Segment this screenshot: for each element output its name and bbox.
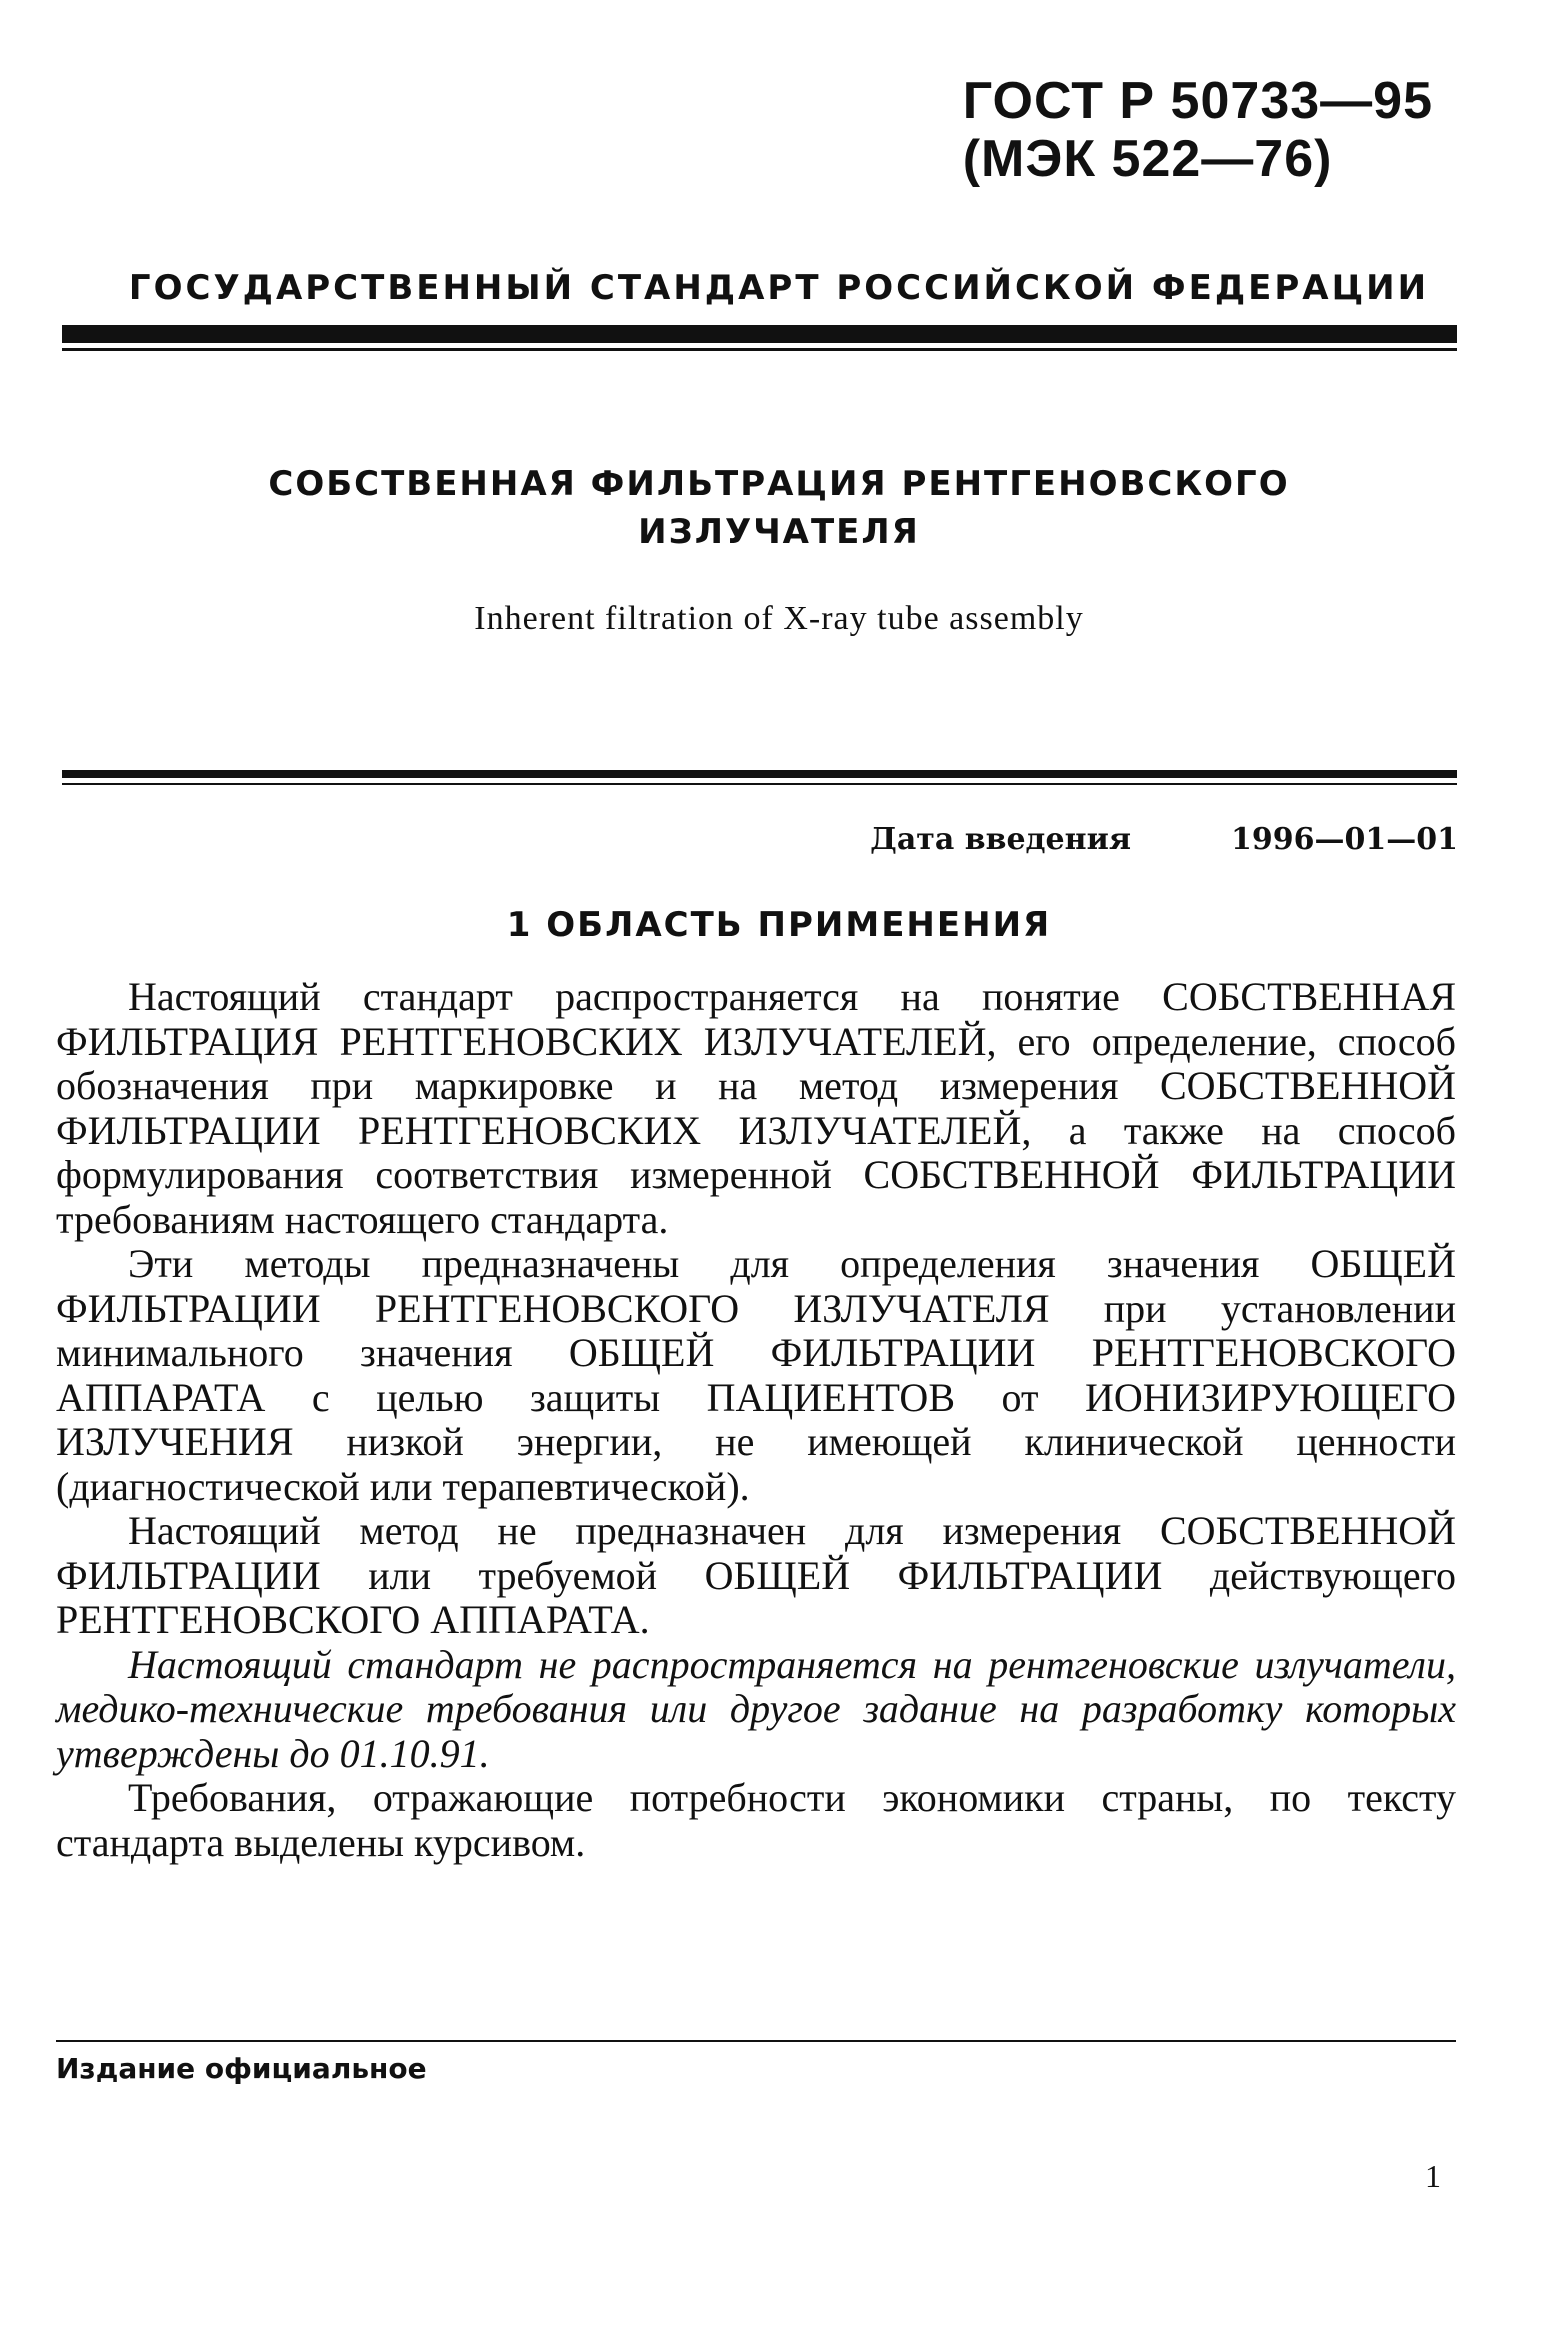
introduction-date-label: Дата введения [870, 822, 1131, 857]
document-title-line1: СОБСТВЕННАЯ ФИЛЬТРАЦИЯ РЕНТГЕНОВСКОГО [268, 464, 1290, 504]
state-standard-heading: ГОСУДАРСТВЕННЫЙ СТАНДАРТ РОССИЙСКОЙ ФЕДЕРАЦИИ [128, 268, 1430, 308]
paragraph: Требования, отражающие потребности экономики страны, по тексту стандарта выделены курсивом. [56, 1775, 1456, 1865]
edition-note: Издание официальное [56, 2052, 427, 2085]
document-title [0, 460, 1558, 556]
header-rule-thin [62, 348, 1457, 351]
section-body [56, 975, 1456, 1865]
standard-code-block [963, 72, 1433, 188]
header-rule-thick [62, 325, 1457, 343]
paragraph: Настоящий метод не предназначен для измерения СОБСТВЕННОЙ ФИЛЬТРАЦИИ или требуемой ОБЩЕЙ ФИЛЬТРАЦИИ действующего РЕНТГЕНОВСКОГО АППАРАТА. [56, 1508, 1456, 1642]
page-number: 1 [1425, 2158, 1441, 2194]
paragraph-italic: Настоящий стандарт не распространяется на рентгеновские излучатели, медико-технические требования или другое задание на разработку которых утверждены до 01.10.91. [56, 1641, 1456, 1776]
title-rule-thick [62, 770, 1457, 778]
paragraph: Эти методы предназначены для определения значения ОБЩЕЙ ФИЛЬТРАЦИИ РЕНТГЕНОВСКОГО ИЗЛУЧАТЕЛЯ при установлении минимального значения ОБЩЕЙ ФИЛЬТРАЦИИ РЕНТГЕНОВСКОГО АППАРАТА с целью защиты ПАЦИЕНТОВ от ИОНИЗИРУЮЩЕГО ИЗЛУЧЕНИЯ низкой энергии, не имеющей клинической ценности (диагностической или терапевтической). [56, 1241, 1456, 1509]
introduction-date [870, 822, 1458, 857]
title-rule-thin [62, 783, 1457, 785]
paragraph: Настоящий стандарт распространяется на понятие СОБСТВЕННАЯ ФИЛЬТРАЦИЯ РЕНТГЕНОВСКИХ ИЗЛУЧАТЕЛЕЙ, его определение, способ обозначения при маркировке и на метод измерения СОБСТВЕННОЙ ФИЛЬТРАЦИИ РЕНТГЕНОВСКИХ ИЗЛУЧАТЕЛЕЙ, а также на способ формулирования соответствия измеренной СОБСТВЕННОЙ ФИЛЬТРАЦИИ требованиям настоящего стандарта. [56, 974, 1456, 1242]
introduction-date-value: 1996—01—01 [1231, 822, 1458, 857]
english-title: Inherent filtration of X-ray tube assembly [474, 600, 1084, 637]
section-title: 1 ОБЛАСТЬ ПРИМЕНЕНИЯ [506, 905, 1052, 945]
document-title-line2: ИЗЛУЧАТЕЛЯ [638, 512, 920, 552]
iec-number: (МЭК 522—76) [962, 130, 1333, 188]
standard-number: ГОСТ Р 50733—95 [962, 72, 1433, 130]
footer-rule [56, 2040, 1456, 2042]
